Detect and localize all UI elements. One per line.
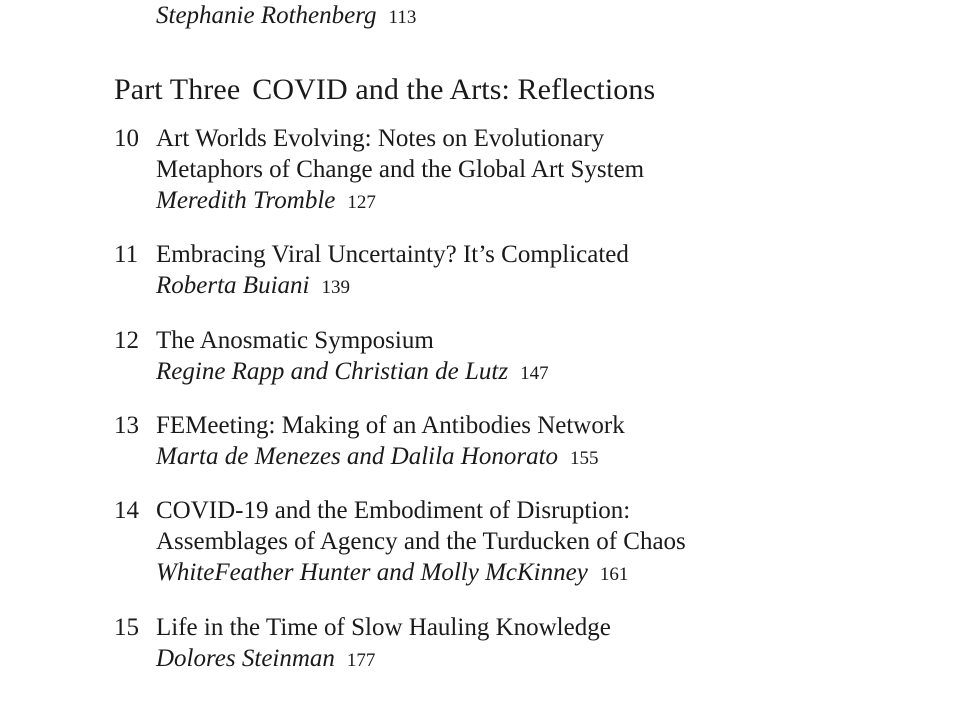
chapter-page: 177 bbox=[346, 650, 376, 671]
part-heading bbox=[114, 72, 655, 108]
chapter-author: Marta de Menezes and Dalila Honorato bbox=[156, 443, 559, 470]
previous-entry-author-line bbox=[156, 0, 416, 33]
chapter-title-line: Art Worlds Evolving: Notes on Evolutionary bbox=[156, 125, 605, 152]
chapter-title-line: Life in the Time of Slow Hauling Knowledge bbox=[156, 614, 611, 641]
chapter-number: 15 bbox=[114, 614, 139, 641]
chapter-author: Dolores Steinman bbox=[156, 645, 335, 672]
chapter-title-line: The Anosmatic Symposium bbox=[156, 327, 434, 354]
chapter-number: 12 bbox=[114, 327, 139, 354]
chapter-title-line: FEMeeting: Making of an Antibodies Network bbox=[156, 412, 625, 439]
part-title: COVID and the Arts: Reflections bbox=[252, 73, 656, 106]
part-label: Part Three bbox=[114, 73, 241, 106]
chapter-title-line: COVID-19 and the Embodiment of Disruption: bbox=[156, 497, 631, 524]
chapter-author: Meredith Tromble bbox=[156, 187, 336, 214]
chapter-page: 155 bbox=[570, 448, 599, 469]
chapter-number: 13 bbox=[114, 412, 139, 439]
chapter-page: 139 bbox=[321, 277, 350, 298]
chapter-number: 14 bbox=[114, 497, 139, 524]
chapter-title-line: Metaphors of Change and the Global Art System bbox=[156, 156, 645, 183]
previous-entry-page: 113 bbox=[388, 7, 417, 28]
chapter-author: WhiteFeather Hunter and Molly McKinney bbox=[156, 559, 588, 586]
chapter-title-line: Assemblages of Agency and the Turducken of Chaos bbox=[156, 528, 686, 555]
chapter-page: 127 bbox=[347, 192, 376, 213]
chapter-author: Regine Rapp and Christian de Lutz bbox=[156, 358, 509, 385]
chapter-page: 147 bbox=[520, 363, 549, 384]
chapter-title-line: Embracing Viral Uncertainty? It’s Complicated bbox=[156, 241, 629, 268]
chapter-number: 11 bbox=[114, 241, 139, 268]
chapter-page: 161 bbox=[599, 564, 629, 585]
chapter-author: Roberta Buiani bbox=[156, 272, 310, 299]
previous-entry-author: Stephanie Rothenberg bbox=[156, 2, 377, 29]
chapter-number: 10 bbox=[114, 125, 139, 152]
